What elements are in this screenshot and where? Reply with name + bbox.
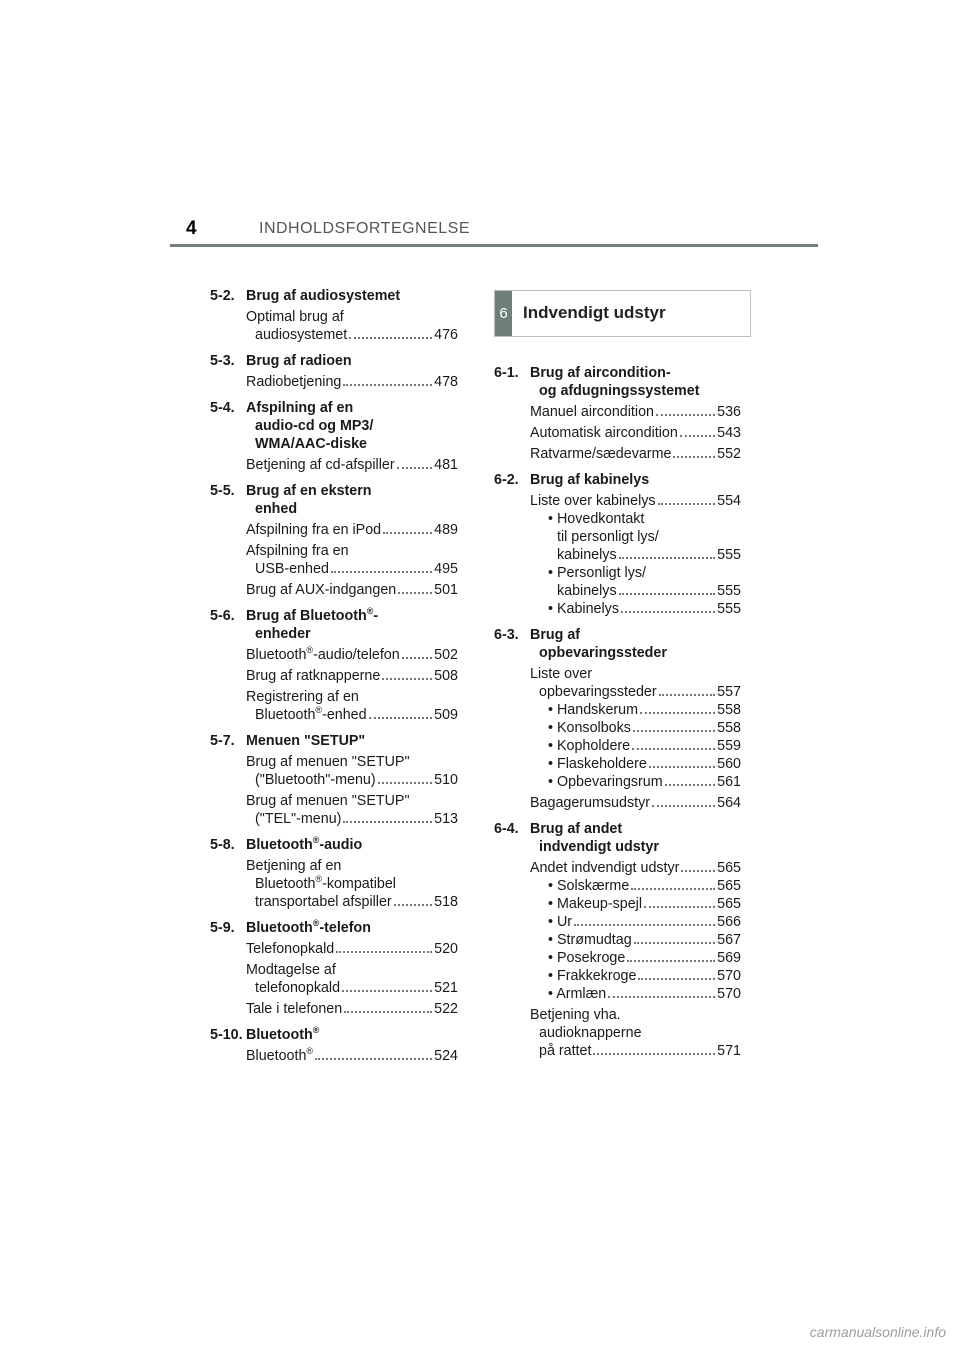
section-5-6: 5-6. Brug af Bluetooth®- enheder: [210, 607, 458, 643]
section-5-4: 5-4. Afspilning af en audio-cd og MP3/ WMA/AAC-diske: [210, 399, 458, 453]
page-number: 4: [186, 218, 197, 239]
toc-bullet-entry[interactable]: • Posekroge 569: [548, 950, 741, 966]
toc-bullet-entry[interactable]: • Ur 566: [548, 914, 741, 930]
chapter-heading-6: [494, 290, 751, 337]
toc-bullet-entry[interactable]: • Konsolboks 558: [548, 720, 741, 736]
page-ref: 476: [434, 327, 458, 343]
section-title: Brug af en ekstern: [246, 483, 372, 499]
section-5-8: 5-8. Bluetooth®-audio: [210, 836, 458, 854]
toc-entry[interactable]: Optimal brug af audiosystemet 476: [246, 309, 458, 343]
page-ref: 502: [434, 647, 458, 663]
section-5-2: 5-2. Brug af audiosystemet: [210, 287, 458, 305]
toc-bullet-entry[interactable]: • Strømudtag 567: [548, 932, 741, 948]
toc-bullet-entry[interactable]: • Solskærme 565: [548, 878, 741, 894]
page-ref: 566: [717, 914, 741, 930]
header-title: INDHOLDSFORTEGNELSE: [259, 220, 471, 237]
page-ref: 554: [717, 493, 741, 509]
section-title: Afspilning af en: [246, 400, 354, 416]
toc-entry[interactable]: Betjening af en Bluetooth®-kompatibel transportabel afspiller 518: [246, 858, 458, 910]
page-ref: 510: [434, 772, 458, 788]
toc-bullet-entry[interactable]: • Personligt lys/ kabinelys 555: [548, 565, 741, 599]
section-5-7: 5-7. Menuen "SETUP": [210, 732, 458, 750]
page-ref: 501: [434, 582, 458, 598]
toc-entry[interactable]: Afspilning fra en USB-enhed 495: [246, 543, 458, 577]
toc-bullet-entry[interactable]: • Makeup-spejl 565: [548, 896, 741, 912]
section-5-9: 5-9. Bluetooth®-telefon: [210, 919, 458, 937]
toc-entry[interactable]: Betjening vha. audioknapperne på rattet 571: [530, 1007, 741, 1059]
section-title: Bluetooth®-telefon: [246, 918, 371, 936]
chapter-tab: 6: [495, 291, 512, 336]
toc-bullet-entry[interactable]: • Armlæn 570: [548, 986, 741, 1002]
page-ref: 524: [434, 1048, 458, 1064]
section-title: Brug af Bluetooth®-: [246, 606, 379, 624]
header-rule: [170, 244, 818, 247]
toc-entry[interactable]: Radiobetjening 478: [246, 374, 458, 390]
section-title: Bluetooth®-audio: [246, 835, 363, 853]
page-ref: 555: [717, 583, 741, 599]
toc-entry[interactable]: Registrering af en Bluetooth®-enhed 509: [246, 689, 458, 723]
page-ref: 571: [717, 1043, 741, 1059]
page-ref: 508: [434, 668, 458, 684]
section-title: Menuen "SETUP": [246, 733, 366, 749]
toc-entry[interactable]: Bagagerumsudstyr 564: [530, 795, 741, 811]
page-ref: 570: [717, 986, 741, 1002]
section-title: Brug af audiosystemet: [246, 288, 401, 304]
toc-entry[interactable]: Ratvarme/sædevarme 552: [530, 446, 741, 462]
page-ref: 481: [434, 457, 458, 473]
page-ref: 489: [434, 522, 458, 538]
page-ref: 565: [717, 878, 741, 894]
page-header: [0, 214, 960, 254]
toc-entry[interactable]: Liste over opbevaringssteder 557 • Handskerum 558 • Konsolboks 558 • Kopholdere 559 • Flaskeholdere 560 • Opbevaringsrum 561: [530, 666, 741, 790]
watermark: carmanualsonline.info: [809, 1324, 946, 1340]
page-ref: 558: [717, 702, 741, 718]
page-ref: 522: [434, 1001, 458, 1017]
page-ref: 555: [717, 601, 741, 617]
page-ref: 557: [717, 684, 741, 700]
section-6-1: 6-1. Brug af aircondition- og afdugningssystemet: [494, 364, 741, 400]
page-ref: 495: [434, 561, 458, 577]
toc-bullet-entry[interactable]: • Kabinelys 555: [548, 601, 741, 617]
page-ref: 521: [434, 980, 458, 996]
toc-bullet-entry[interactable]: • Flaskeholdere 560: [548, 756, 741, 772]
page-ref: 478: [434, 374, 458, 390]
page-ref: 558: [717, 720, 741, 736]
toc-entry[interactable]: Automatisk aircondition 543: [530, 425, 741, 441]
toc-left-column: [210, 287, 458, 1065]
page-ref: 536: [717, 404, 741, 420]
section-title: Brug af radioen: [246, 353, 352, 369]
toc-entry[interactable]: Telefonopkald 520: [246, 941, 458, 957]
page-ref: 570: [717, 968, 741, 984]
page-ref: 561: [717, 774, 741, 790]
section-title: Bluetooth®: [246, 1025, 320, 1043]
toc-entry[interactable]: Manuel aircondition 536: [530, 404, 741, 420]
page-ref: 513: [434, 811, 458, 827]
toc-entry[interactable]: Andet indvendigt udstyr 565 • Solskærme 565 • Makeup-spejl 565 • Ur 566 • Strømudtag 567 • Posekroge 569 • Frakkekroge 570 • Armlæn 570: [530, 860, 741, 1002]
section-6-4: 6-4. Brug af andet indvendigt udstyr: [494, 820, 741, 856]
toc-entry[interactable]: Bluetooth® 524: [246, 1046, 458, 1064]
toc-entry[interactable]: Tale i telefonen 522: [246, 1001, 458, 1017]
toc-entry[interactable]: Modtagelse af telefonopkald 521: [246, 962, 458, 996]
toc-right-column: [494, 364, 741, 1060]
section-title: Brug af andet: [530, 821, 623, 837]
toc-entry[interactable]: Brug af menuen "SETUP" ("Bluetooth"-menu) 510: [246, 754, 458, 788]
page-ref: 509: [434, 707, 458, 723]
section-title: Brug af: [530, 627, 581, 643]
toc-bullet-entry[interactable]: • Frakkekroge 570: [548, 968, 741, 984]
section-5-5: 5-5. Brug af en ekstern enhed: [210, 482, 458, 518]
page-ref: 520: [434, 941, 458, 957]
toc-entry[interactable]: Bluetooth®-audio/telefon 502: [246, 645, 458, 663]
section-6-2: 6-2. Brug af kabinelys: [494, 471, 741, 489]
chapter-title: Indvendigt udstyr: [523, 303, 666, 322]
toc-bullet-entry[interactable]: • Opbevaringsrum 561: [548, 774, 741, 790]
toc-entry[interactable]: Betjening af cd-afspiller 481: [246, 457, 458, 473]
toc-entry[interactable]: Brug af menuen "SETUP" ("TEL"-menu) 513: [246, 793, 458, 827]
page-ref: 552: [717, 446, 741, 462]
toc-bullet-entry[interactable]: • Hovedkontakt til personligt lys/ kabinelys 555: [548, 511, 741, 563]
page-ref: 564: [717, 795, 741, 811]
page-ref: 565: [717, 860, 741, 876]
page-ref: 560: [717, 756, 741, 772]
toc-entry[interactable]: Brug af ratknapperne 508: [246, 668, 458, 684]
section-title: Brug af kabinelys: [530, 472, 650, 488]
toc-entry[interactable]: Brug af AUX-indgangen 501: [246, 582, 458, 598]
page-ref: 569: [717, 950, 741, 966]
toc-entry[interactable]: Afspilning fra en iPod 489: [246, 522, 458, 538]
toc-entry[interactable]: Liste over kabinelys 554 • Hovedkontakt til personligt lys/ kabinelys 555 • Personligt lys/ kabinelys 555 • Kabinelys 555: [530, 493, 741, 617]
section-title: Brug af aircondition-: [530, 365, 671, 381]
page-ref: 567: [717, 932, 741, 948]
page-ref: 518: [434, 894, 458, 910]
page-ref: 543: [717, 425, 741, 441]
section-5-10: 5-10. Bluetooth®: [210, 1026, 458, 1044]
toc-bullet-entry[interactable]: • Handskerum 558: [548, 702, 741, 718]
section-6-3: 6-3. Brug af opbevaringssteder: [494, 626, 741, 662]
section-5-3: 5-3. Brug af radioen: [210, 352, 458, 370]
toc-bullet-entry[interactable]: • Kopholdere 559: [548, 738, 741, 754]
page-ref: 559: [717, 738, 741, 754]
page-ref: 565: [717, 896, 741, 912]
page-ref: 555: [717, 547, 741, 563]
